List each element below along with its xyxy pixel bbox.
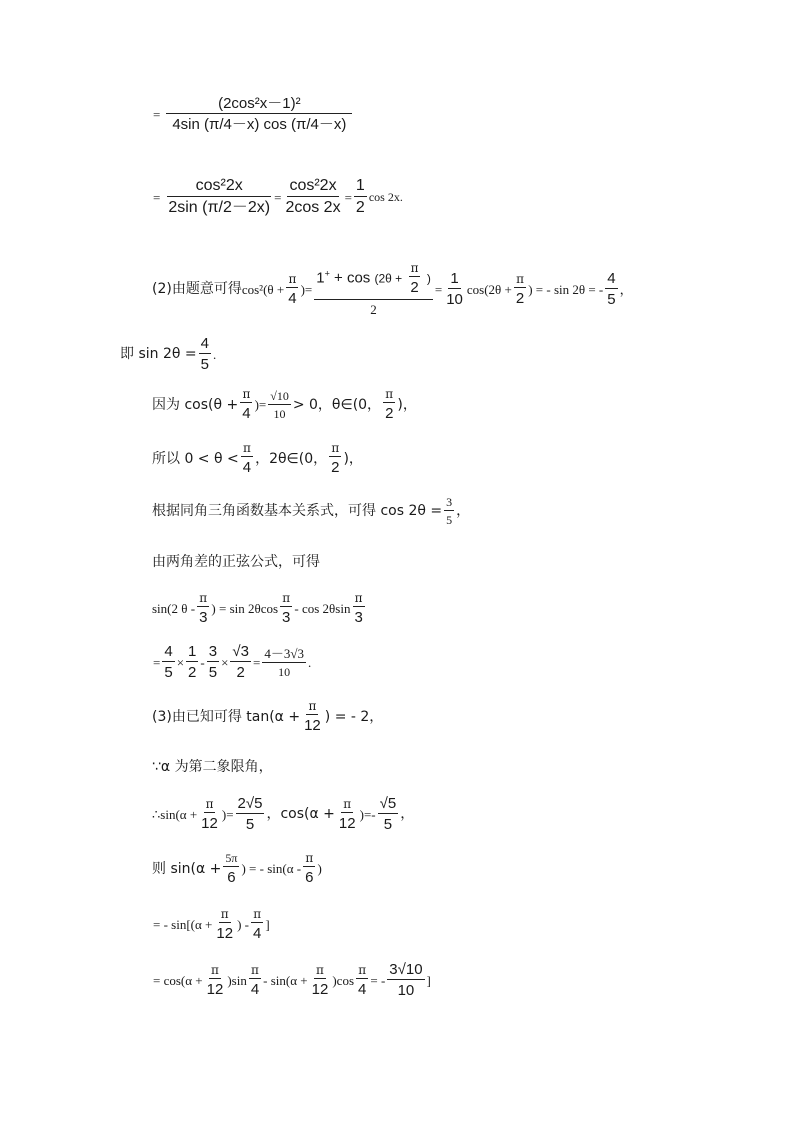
fraction — [199, 798, 220, 831]
part3-line5 — [153, 908, 270, 941]
fraction — [268, 390, 291, 420]
denominator: 3 — [282, 609, 291, 626]
fraction — [356, 964, 368, 997]
denominator: 12 — [206, 980, 224, 998]
equals-sign: = — [153, 189, 161, 205]
numerator: π — [288, 271, 297, 286]
part2-line2 — [120, 336, 216, 372]
denominator: 2 — [355, 199, 365, 216]
denominator: 4 — [358, 980, 367, 998]
denominator: 12 — [338, 814, 356, 832]
text: sin(2 θ - — [152, 601, 196, 616]
fraction — [302, 700, 323, 733]
text: )sin — [227, 972, 247, 988]
fraction — [241, 442, 253, 475]
text: ] — [426, 972, 431, 988]
fraction — [199, 336, 211, 372]
fraction — [383, 388, 395, 421]
denominator: 10 — [446, 291, 463, 308]
text: )， — [343, 450, 363, 467]
text: ，cos(α + — [266, 806, 335, 822]
numerator — [314, 262, 433, 300]
part2-line7 — [152, 592, 367, 625]
numerator: π — [305, 851, 314, 865]
text: ∵α 为第二象限角， — [152, 759, 273, 775]
denominator: 2sin (π/2－2x) — [168, 199, 271, 216]
text: = cos(α + — [153, 972, 203, 988]
denominator: 12 — [201, 814, 218, 832]
text: (3)由已知可得 tan(α + — [152, 708, 301, 725]
denominator: 4sin (π/4－x) cos (π/4－x) — [172, 116, 347, 133]
equals-sign: = — [153, 654, 161, 670]
part3-line3 — [152, 796, 414, 832]
text: ) = - sin 2θ = - — [528, 281, 604, 297]
text: ) = - 2， — [324, 708, 384, 725]
text: 1 — [316, 269, 325, 287]
numerator: 1 — [188, 643, 197, 660]
text: 由两角差的正弦公式，可得 — [152, 554, 320, 570]
fraction — [262, 647, 306, 678]
fraction — [207, 644, 219, 680]
equals-sign: = — [153, 106, 161, 122]
denominator: 10 — [273, 406, 286, 421]
fraction — [444, 271, 465, 307]
numerator: π — [385, 387, 394, 401]
text: ) — [254, 397, 259, 412]
part3-line1 — [152, 700, 383, 733]
text: > 0，θ∈(0， — [292, 396, 382, 413]
numerator: π — [211, 962, 219, 977]
equals-sign: = — [434, 281, 443, 297]
numerator: cos²2x — [167, 178, 271, 197]
text: 根据同角三角函数基本关系式，可得 cos 2θ = — [152, 503, 443, 519]
numerator: π — [242, 387, 251, 401]
fraction — [444, 496, 454, 526]
fraction — [214, 908, 235, 941]
fraction — [514, 273, 526, 306]
numerator: 3 — [446, 495, 453, 509]
text: . — [212, 346, 217, 362]
denominator: 3 — [354, 609, 363, 626]
fraction — [314, 262, 433, 316]
text: - — [200, 654, 205, 670]
numerator: π — [331, 441, 340, 455]
text: ， — [456, 503, 471, 519]
fraction — [286, 273, 298, 306]
text: . — [307, 654, 312, 670]
text: × — [176, 654, 185, 670]
denominator: 5 — [383, 816, 393, 833]
text: 因为 cos(θ + — [152, 396, 239, 413]
numerator: π — [410, 261, 419, 275]
numerator: π — [251, 962, 259, 977]
denominator: 4 — [250, 980, 260, 998]
part1-line2 — [153, 178, 403, 216]
text: 则 sin(α + — [152, 860, 222, 877]
text: ∴sin(α + — [152, 806, 198, 822]
denominator: 2 — [331, 459, 340, 476]
denominator: 2 — [188, 664, 197, 681]
denominator: 4 — [242, 405, 251, 422]
fraction — [251, 908, 263, 941]
numerator: π — [199, 591, 208, 605]
text: - — [371, 806, 376, 822]
numerator: 4 — [164, 643, 173, 660]
part3-line2 — [152, 760, 273, 774]
part2-line6 — [152, 555, 320, 569]
numerator: π — [354, 591, 363, 605]
part2-line3 — [152, 388, 417, 421]
numerator: π — [516, 271, 524, 286]
denominator: 2 — [515, 289, 525, 307]
equals-sign: = — [226, 806, 234, 822]
numerator: π — [253, 907, 262, 921]
text: ， — [619, 281, 633, 297]
denominator: 4 — [288, 289, 297, 307]
numerator: 4 — [607, 270, 616, 287]
denominator: 2 — [385, 405, 394, 422]
numerator: π — [282, 591, 291, 605]
fraction — [205, 964, 226, 997]
fraction — [166, 96, 352, 132]
numerator: 5π — [225, 851, 238, 865]
denominator: 5 — [607, 291, 616, 308]
fraction — [283, 178, 342, 216]
fraction — [310, 964, 331, 997]
numerator: 1 — [354, 178, 367, 197]
numerator: π — [343, 796, 352, 811]
denominator: 5 — [164, 664, 173, 681]
text: ] — [265, 917, 270, 932]
numerator: π — [316, 962, 324, 977]
fraction — [387, 962, 424, 998]
numerator: cos²2x — [287, 178, 338, 197]
denominator: 2cos 2x — [285, 199, 341, 216]
numerator: √5 — [379, 795, 397, 812]
text: = - sin[(α + — [153, 917, 213, 932]
equals-sign: = — [252, 654, 261, 670]
denominator: 2 — [236, 664, 245, 681]
text: )cos — [332, 972, 355, 988]
fraction — [162, 644, 174, 680]
label: (2)由题意可得 — [152, 281, 242, 297]
denominator: 5 — [208, 664, 218, 681]
denominator: 12 — [311, 980, 329, 998]
text: ) — [317, 861, 322, 876]
text: 所以 0 < θ < — [152, 450, 239, 467]
fraction — [408, 262, 420, 295]
fraction — [249, 964, 261, 997]
text: × — [221, 654, 229, 670]
numerator: 2√5 — [237, 795, 263, 812]
denominator: 2 — [410, 279, 419, 296]
numerator: π — [220, 907, 229, 921]
text: ) - — [237, 917, 249, 932]
part3-line4 — [152, 852, 322, 885]
fraction — [337, 798, 358, 831]
text: ) — [426, 271, 431, 286]
text: - cos 2θsin — [294, 601, 351, 616]
fraction — [230, 644, 251, 680]
part1-line1 — [153, 96, 354, 132]
part3-line6 — [153, 962, 431, 998]
text: 即 sin 2θ = — [120, 346, 197, 362]
denominator: 5 — [446, 513, 453, 527]
fraction — [236, 796, 265, 832]
text: cos²(θ + — [241, 281, 285, 297]
text: ， — [400, 806, 415, 822]
denominator: 2 — [370, 302, 377, 317]
denominator: 4 — [242, 459, 252, 476]
numerator: π — [358, 962, 367, 977]
fraction — [186, 644, 198, 680]
text: + cos — [334, 269, 371, 287]
numerator: π — [205, 796, 214, 811]
equals-sign: = — [258, 397, 267, 412]
part2-line8 — [153, 644, 311, 680]
text: = - — [370, 972, 386, 988]
equals-sign: = — [274, 189, 282, 205]
denominator: 12 — [304, 717, 321, 734]
numerator: 1 — [450, 270, 459, 287]
fraction — [223, 852, 239, 885]
denominator: 12 — [216, 925, 234, 942]
fraction — [378, 796, 399, 832]
fraction — [197, 592, 209, 625]
text: ) — [300, 281, 305, 297]
fraction — [352, 592, 364, 625]
equals-sign: = — [344, 189, 352, 205]
text: ) — [221, 806, 227, 822]
denominator: 5 — [200, 356, 209, 373]
denominator: 5 — [245, 816, 255, 833]
text: cos(2θ + — [466, 281, 512, 297]
numerator: 3 — [208, 643, 218, 660]
text: - sin(α + — [263, 972, 308, 988]
text: ) — [359, 806, 364, 822]
text: + — [324, 268, 330, 279]
numerator: √3 — [232, 643, 249, 660]
denominator: 4 — [253, 925, 262, 942]
text: )， — [397, 396, 417, 413]
numerator: π — [242, 441, 251, 455]
numerator: 3√10 — [389, 961, 423, 978]
text: (2θ + — [374, 271, 403, 286]
fraction — [303, 852, 315, 885]
text: ) = sin 2θcos — [211, 601, 279, 616]
denominator: 6 — [227, 869, 236, 886]
fraction — [280, 592, 292, 625]
numerator: (2cos²x－1)² — [166, 96, 352, 114]
denominator: 10 — [397, 982, 415, 999]
denominator: 6 — [305, 869, 314, 886]
fraction — [605, 271, 617, 307]
denominator: 10 — [278, 664, 291, 679]
fraction — [166, 178, 272, 216]
numerator: 4－3√3 — [264, 645, 304, 661]
fraction — [354, 178, 367, 216]
numerator: 4 — [200, 335, 209, 352]
text: cos 2x. — [368, 190, 403, 204]
part2-line5 — [152, 496, 470, 526]
equals-sign: = — [363, 806, 372, 822]
numerator: √10 — [270, 388, 289, 403]
fraction — [329, 442, 341, 475]
numerator: π — [308, 699, 317, 713]
equals-sign: = — [304, 281, 313, 297]
text: ，2θ∈(0， — [255, 450, 328, 467]
fraction — [240, 388, 252, 421]
part2-line4 — [152, 442, 363, 475]
denominator: 3 — [199, 609, 208, 626]
part2-line1 — [152, 262, 633, 316]
text: ) = - sin(α - — [241, 861, 302, 876]
